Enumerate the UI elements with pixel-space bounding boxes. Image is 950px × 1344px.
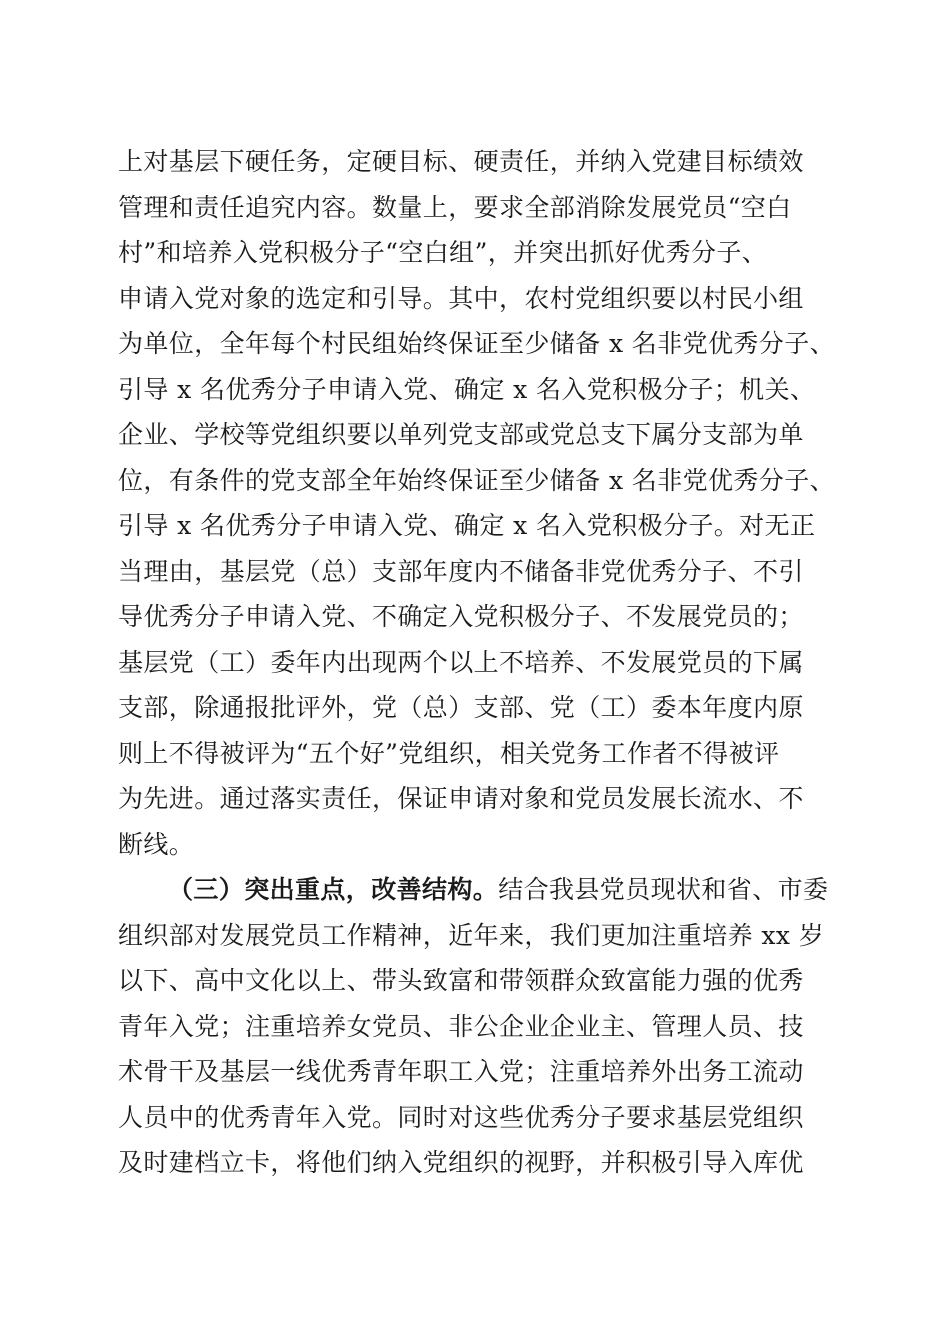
text-line: 位，有条件的党支部全年始终保证至少储备 x 名非党优秀分子、 — [118, 465, 835, 495]
text-line: 申请入党对象的选定和引导。其中，农村党组织要以村民小组 — [118, 283, 804, 313]
text-line: 引导 x 名优秀分子申请入党、确定 x 名入党积极分子；机关、 — [118, 374, 816, 404]
section-heading: （三）突出重点，改善结构。 — [168, 875, 499, 904]
text-line: 则上不得被评为“五个好”党组织，相关党务工作者不得被评 — [118, 738, 780, 768]
text-line: 断线。 — [118, 829, 195, 859]
text-run: 结合我县党员现状和省、市委 — [498, 875, 829, 904]
text-line: 组织部对发展党员工作精神，近年来，我们更加注重培养 xx 岁 — [118, 920, 825, 950]
paragraph-first-line — [118, 867, 842, 913]
paragraph-responsibility — [118, 139, 842, 867]
text-line: 当理由，基层党（总）支部年度内不储备非党优秀分子、不引 — [118, 556, 804, 586]
text-line: 及时建档立卡，将他们纳入党组织的视野，并积极引导入库优 — [118, 1148, 804, 1177]
text-line: 人员中的优秀青年入党。同时对这些优秀分子要求基层党组织 — [118, 1102, 804, 1132]
body-text — [118, 139, 842, 1186]
text-line: 青年入党；注重培养女党员、非公企业企业主、管理人员、技 — [118, 1011, 804, 1041]
text-line: 村”和培养入党积极分子“空白组”，并突出抓好优秀分子、 — [118, 238, 768, 267]
paragraph-structure — [118, 867, 842, 1186]
text-line: 基层党（工）委年内出现两个以上不培养、不发展党员的下属 — [118, 647, 804, 677]
text-line: 为先进。通过落实责任，保证申请对象和党员发展长流水、不 — [118, 784, 804, 813]
text-line: 管理和责任追究内容。数量上，要求全部消除发展党员“空白 — [118, 192, 792, 222]
text-line: 支部，除通报批评外，党（总）支部、党（工）委本年度内原 — [118, 693, 804, 722]
text-line: 以下、高中文化以上、带头致富和带领群众致富能力强的优秀 — [118, 966, 804, 995]
text-line: 上对基层下硬任务，定硬目标、硬责任，并纳入党建目标绩效 — [118, 147, 804, 176]
text-line: 引导 x 名优秀分子申请入党、确定 x 名入党积极分子。对无正 — [118, 511, 816, 540]
text-line: 企业、学校等党组织要以单列党支部或党总支下属分支部为单 — [118, 420, 804, 449]
text-line: 术骨干及基层一线优秀青年职工入党；注重培养外出务工流动 — [118, 1057, 804, 1086]
text-line: 导优秀分子申请入党、不确定入党积极分子、不发展党员的； — [118, 602, 804, 631]
text-line: 为单位，全年每个村民组始终保证至少储备 x 名非党优秀分子、 — [118, 329, 835, 358]
